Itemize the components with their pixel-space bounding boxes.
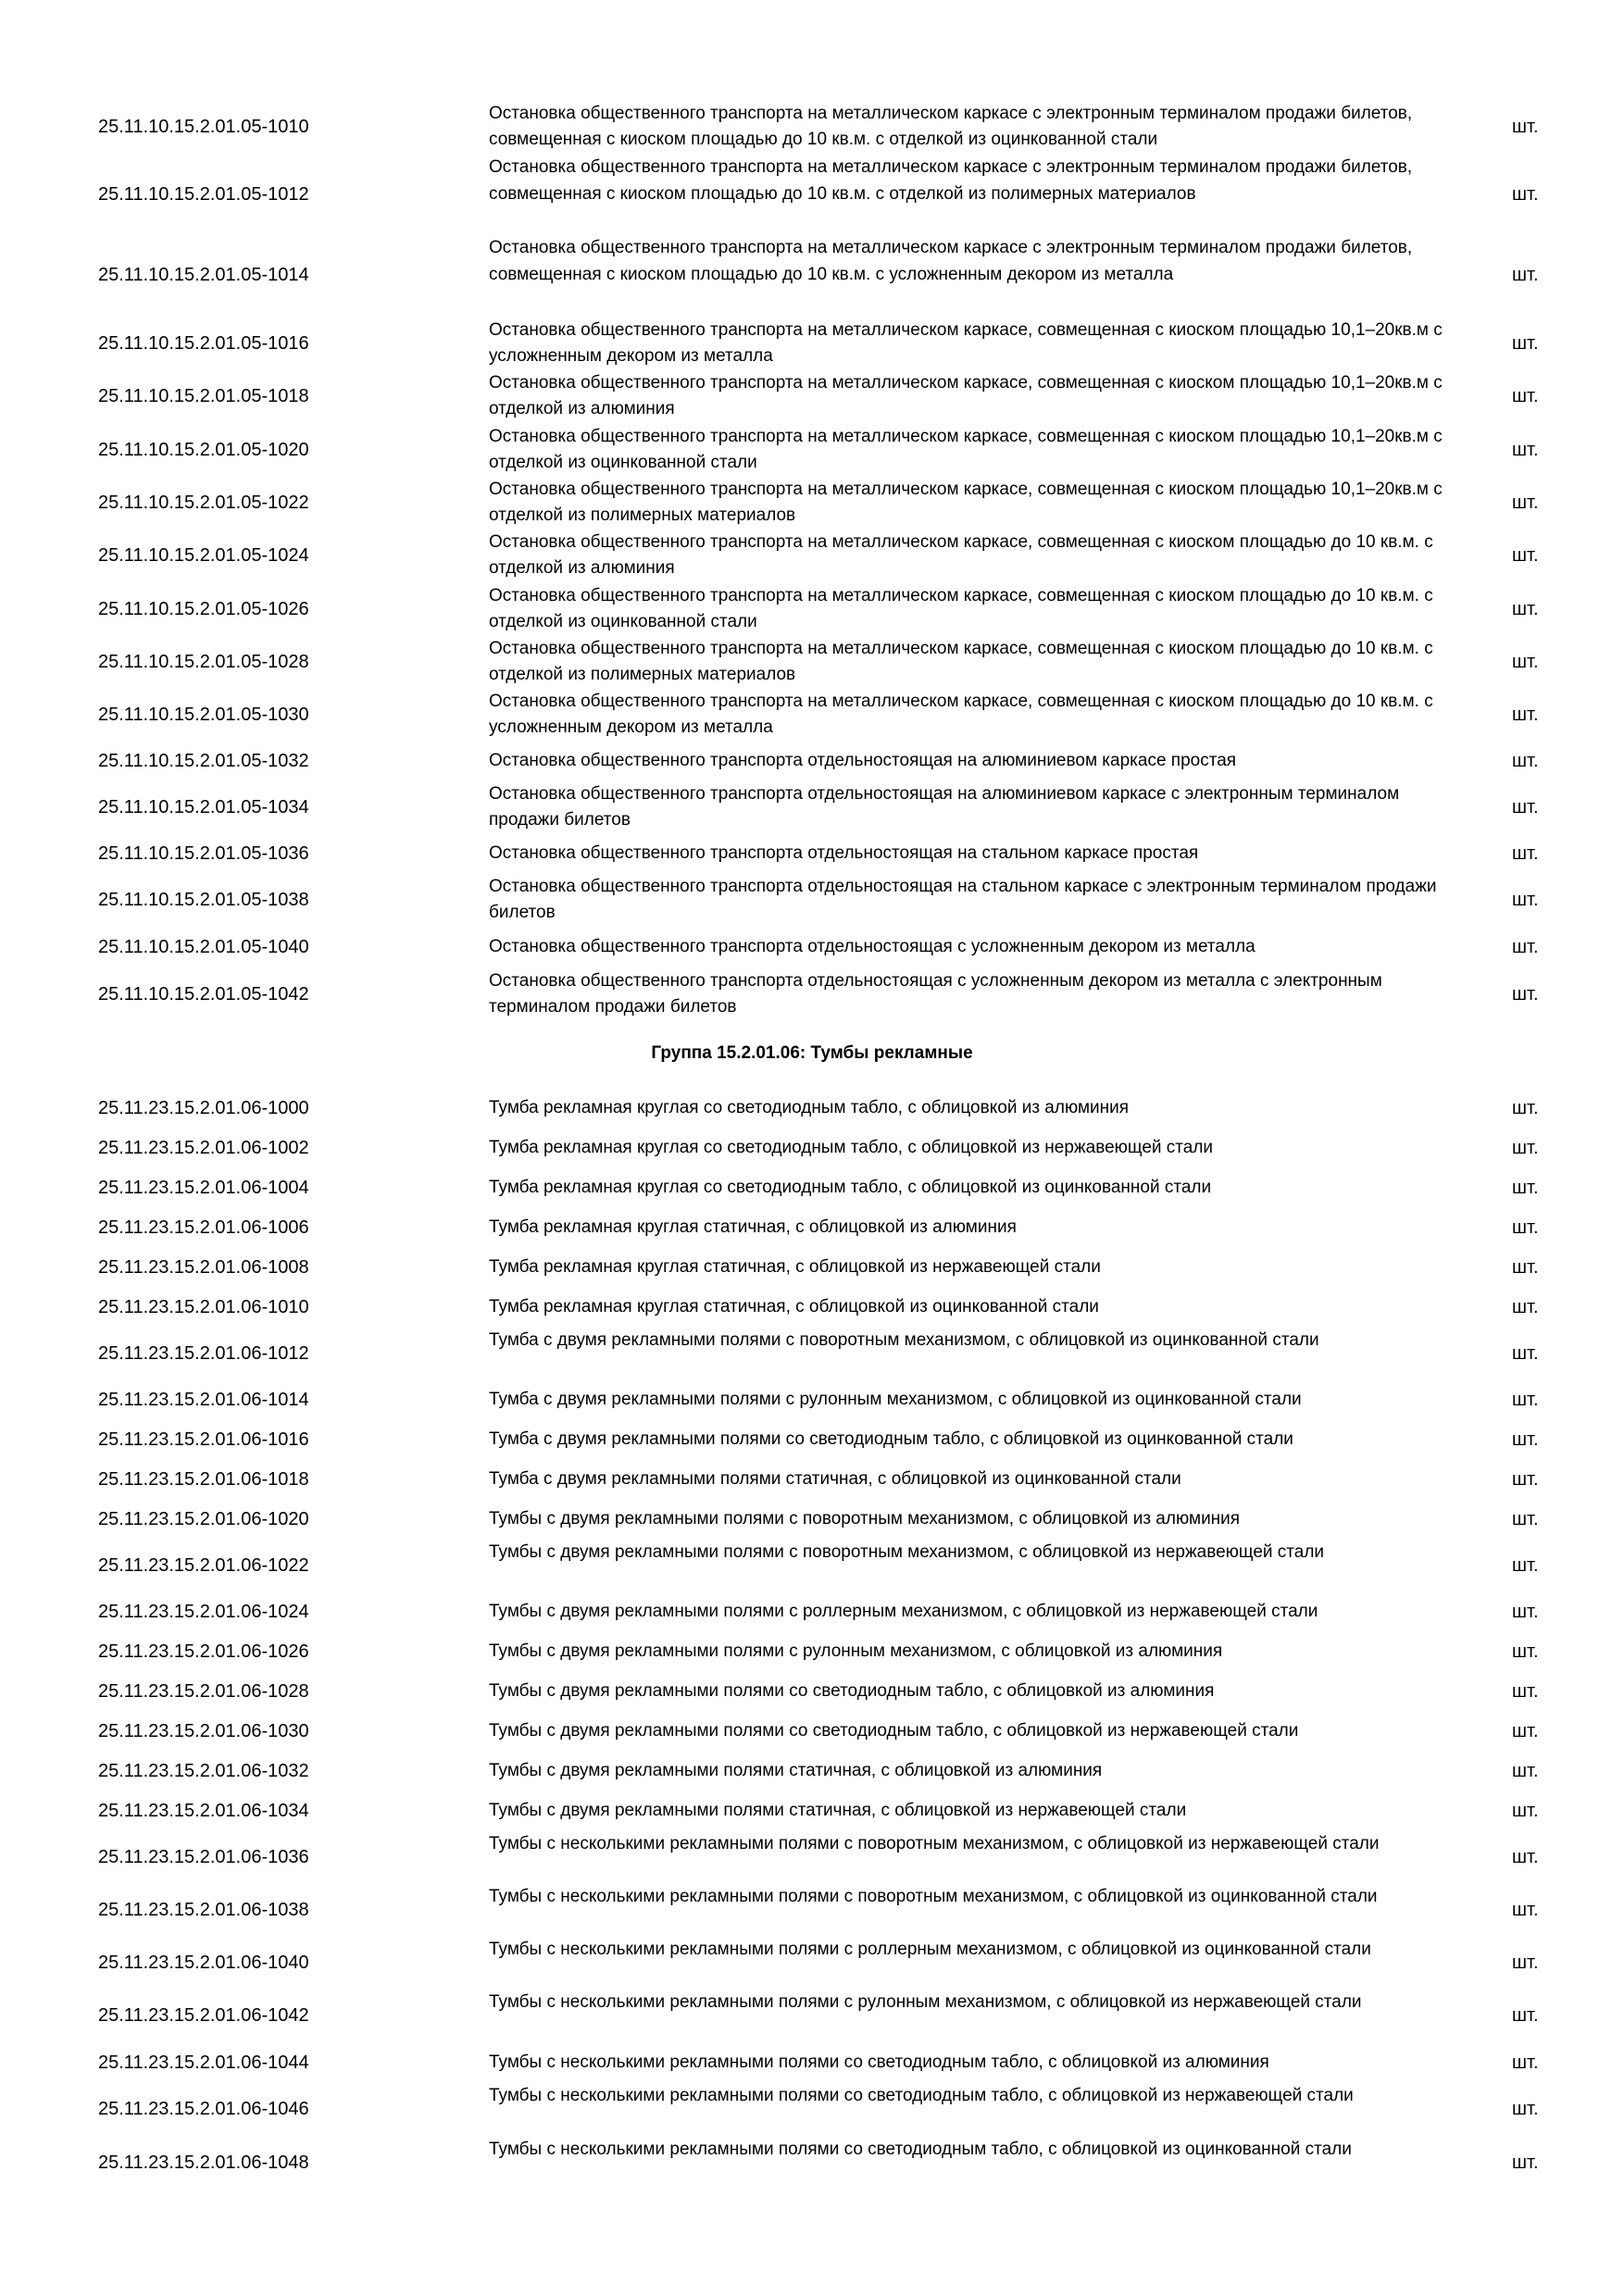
item-unit: шт.	[1512, 1602, 1539, 1622]
item-code: 25.11.10.15.2.01.05-1040	[98, 937, 309, 957]
table-row	[0, 689, 1624, 742]
item-description: Тумба рекламная круглая статичная, с облицовкой из нержавеющей стали	[489, 1256, 1101, 1277]
item-description: Тумба рекламная круглая со светодиодным табло, с облицовкой из нержавеющей стали	[489, 1137, 1214, 1157]
table-row	[0, 424, 1624, 477]
item-unit: шт.	[1512, 1761, 1539, 1781]
item-unit: шт.	[1512, 599, 1539, 619]
item-unit: шт.	[1512, 652, 1539, 672]
item-description: Тумбы с несколькими рекламными полями с поворотным механизмом, с облицовкой из оцинкованной стали	[489, 1886, 1378, 1906]
table-row	[0, 1506, 1624, 1533]
item-code: 25.11.10.15.2.01.05-1034	[98, 797, 309, 817]
item-description: Остановка общественного транспорта отдельностоящая на алюминиевом каркасе простая	[489, 750, 1237, 770]
item-unit: шт.	[1512, 1900, 1539, 1920]
table-row	[0, 101, 1624, 154]
item-description: Тумба с двумя рекламными полями со светодиодным табло, с облицовкой из оцинкованной стали	[489, 1429, 1293, 1449]
table-row	[0, 1831, 1624, 1884]
item-description: Тумбы с двумя рекламными полями со светодиодным табло, с облицовкой из нержавеющей стали	[489, 1720, 1299, 1741]
item-description: Тумба с двумя рекламными полями с рулонным механизмом, с облицовкой из оцинкованной стали	[489, 1389, 1302, 1409]
table-row	[0, 530, 1624, 582]
item-description: Тумба рекламная круглая статичная, с облицовкой из алюминия	[489, 1217, 1017, 1237]
item-code: 25.11.23.15.2.01.06-1000	[98, 1098, 309, 1118]
item-description: Тумба с двумя рекламными полями с поворотным механизмом, с облицовкой из оцинкованной стали	[489, 1329, 1319, 1350]
item-unit: шт.	[1512, 2152, 1539, 2173]
table-row	[0, 748, 1624, 775]
item-description: Тумбы с двумя рекламными полями с роллерным механизмом, с облицовкой из нержавеющей стали	[489, 1601, 1318, 1621]
table-row	[0, 968, 1624, 1021]
item-description: Тумбы с двумя рекламными полями статичная, с облицовкой из алюминия	[489, 1760, 1103, 1780]
item-code: 25.11.10.15.2.01.05-1028	[98, 652, 309, 672]
table-row	[0, 477, 1624, 530]
item-unit: шт.	[1512, 386, 1539, 406]
item-code: 25.11.10.15.2.01.05-1038	[98, 890, 309, 910]
item-code: 25.11.23.15.2.01.06-1008	[98, 1257, 309, 1278]
item-unit: шт.	[1512, 705, 1539, 725]
item-description: Тумбы с двумя рекламными полями с рулонным механизмом, с облицовкой из алюминия	[489, 1641, 1223, 1661]
item-description: Остановка общественного транспорта на металлическом каркасе с электронным терминалом продажи билетов, совмещенная с киоском площадью до 10 кв.м. с отделкой из полимерных материалов	[489, 157, 1413, 204]
group-heading: Группа 15.2.01.06: Тумбы рекламные	[651, 1043, 973, 1063]
item-description: Тумба рекламная круглая со светодиодным табло, с облицовкой из оцинкованной стали	[489, 1177, 1212, 1197]
item-description: Тумбы с двумя рекламными полями со светодиодным табло, с облицовкой из алюминия	[489, 1680, 1215, 1701]
item-description: Тумбы с двумя рекламными полями с поворотным механизмом, с облицовкой из нержавеющей стали	[489, 1541, 1325, 1562]
item-unit: шт.	[1512, 1681, 1539, 1702]
item-unit: шт.	[1512, 1641, 1539, 1662]
table-row	[0, 1540, 1624, 1592]
item-description: Тумбы с несколькими рекламными полями с поворотным механизмом, с облицовкой из нержавеющей стали	[489, 1833, 1380, 1853]
item-code: 25.11.23.15.2.01.06-1014	[98, 1390, 309, 1410]
item-description: Остановка общественного транспорта на металлическом каркасе с электронным терминалом продажи билетов, совмещенная с киоском площадью до 10 кв.м. с отделкой из оцинкованной стали	[489, 103, 1413, 149]
item-description: Остановка общественного транспорта на металлическом каркасе, совмещенная с киоском площадью 10,1–20кв.м с отделкой из оцинкованной стали	[489, 426, 1443, 472]
item-code: 25.11.23.15.2.01.06-1046	[98, 2099, 309, 2119]
item-unit: шт.	[1512, 1217, 1539, 1238]
item-unit: шт.	[1512, 184, 1539, 205]
table-row	[0, 1798, 1624, 1825]
table-row	[0, 1466, 1624, 1493]
item-description: Остановка общественного транспорта на металлическом каркасе, совмещенная с киоском площадью до 10 кв.м. с усложненным декором из металла	[489, 691, 1433, 737]
item-description: Тумбы с двумя рекламными полями с поворотным механизмом, с облицовкой из алюминия	[489, 1508, 1241, 1529]
item-code: 25.11.23.15.2.01.06-1034	[98, 1801, 309, 1821]
item-unit: шт.	[1512, 545, 1539, 566]
table-row	[0, 781, 1624, 834]
item-code: 25.11.10.15.2.01.05-1018	[98, 386, 309, 406]
table-row	[0, 1328, 1624, 1380]
item-description: Остановка общественного транспорта на металлическом каркасе, совмещенная с киоском площадью 10,1–20кв.м с усложненным декором из металла	[489, 319, 1443, 366]
item-code: 25.11.10.15.2.01.05-1010	[98, 117, 309, 137]
item-code: 25.11.10.15.2.01.05-1030	[98, 705, 309, 725]
item-code: 25.11.23.15.2.01.06-1004	[98, 1178, 309, 1198]
table-row	[0, 1294, 1624, 1321]
table-row	[0, 155, 1624, 234]
item-unit: шт.	[1512, 1429, 1539, 1450]
item-unit: шт.	[1512, 2005, 1539, 2026]
item-unit: шт.	[1512, 1953, 1539, 1973]
table-row	[0, 1215, 1624, 1242]
table-row	[0, 1990, 1624, 2042]
item-code: 25.11.10.15.2.01.05-1032	[98, 751, 309, 771]
item-unit: шт.	[1512, 984, 1539, 1004]
item-code: 25.11.23.15.2.01.06-1044	[98, 2053, 309, 2073]
item-description: Остановка общественного транспорта отдельностоящая с усложненным декором из металла с электронным терминалом продажи билетов	[489, 970, 1382, 1017]
table-row	[0, 1175, 1624, 1202]
item-code: 25.11.23.15.2.01.06-1026	[98, 1641, 309, 1662]
item-code: 25.11.10.15.2.01.05-1026	[98, 599, 309, 619]
table-row	[0, 934, 1624, 961]
item-unit: шт.	[1512, 493, 1539, 513]
item-unit: шт.	[1512, 1257, 1539, 1278]
item-code: 25.11.23.15.2.01.06-1010	[98, 1297, 309, 1317]
table-row	[0, 1678, 1624, 1705]
item-unit: шт.	[1512, 1297, 1539, 1317]
table-row	[0, 1718, 1624, 1745]
item-description: Тумбы с двумя рекламными полями статичная, с облицовкой из нержавеющей стали	[489, 1800, 1187, 1820]
item-unit: шт.	[1512, 440, 1539, 460]
item-description: Тумбы с несколькими рекламными полями со светодиодным табло, с облицовкой из нержавеющей стали	[489, 2085, 1354, 2105]
item-unit: шт.	[1512, 1343, 1539, 1364]
item-unit: шт.	[1512, 1555, 1539, 1576]
table-row	[0, 1095, 1624, 1122]
item-code: 25.11.23.15.2.01.06-1024	[98, 1602, 309, 1622]
table-row	[0, 2137, 1624, 2190]
item-code: 25.11.23.15.2.01.06-1040	[98, 1953, 309, 1973]
item-description: Остановка общественного транспорта на металлическом каркасе, совмещенная с киоском площадью 10,1–20кв.м с отделкой из алюминия	[489, 372, 1443, 418]
item-description: Остановка общественного транспорта на металлическом каркасе, совмещенная с киоском площадью до 10 кв.м. с отделкой из алюминия	[489, 531, 1433, 578]
table-row	[0, 636, 1624, 689]
item-unit: шт.	[1512, 1390, 1539, 1410]
item-unit: шт.	[1512, 1469, 1539, 1490]
item-description: Остановка общественного транспорта на металлическом каркасе с электронным терминалом продажи билетов, совмещенная с киоском площадью до 10 кв.м. с усложненным декором из металла	[489, 238, 1413, 284]
item-unit: шт.	[1512, 751, 1539, 771]
item-code: 25.11.10.15.2.01.05-1016	[98, 333, 309, 354]
table-row	[0, 318, 1624, 370]
table-row	[0, 1135, 1624, 1162]
item-description: Остановка общественного транспорта отдельностоящая с усложненным декором из металла	[489, 936, 1255, 956]
item-description: Остановка общественного транспорта отдельностоящая на стальном каркасе с электронным терминалом продажи билетов	[489, 876, 1437, 922]
item-description: Тумбы с несколькими рекламными полями со светодиодным табло, с облицовкой из оцинкованной стали	[489, 2139, 1352, 2159]
item-code: 25.11.23.15.2.01.06-1038	[98, 1900, 309, 1920]
item-description: Остановка общественного транспорта на металлическом каркасе, совмещенная с киоском площадью до 10 кв.м. с отделкой из оцинкованной стали	[489, 585, 1433, 631]
table-row	[0, 2050, 1624, 2077]
table-row	[0, 370, 1624, 423]
item-code: 25.11.10.15.2.01.05-1012	[98, 184, 309, 205]
item-code: 25.11.23.15.2.01.06-1018	[98, 1469, 309, 1490]
table-row	[0, 841, 1624, 867]
item-unit: шт.	[1512, 265, 1539, 285]
item-code: 25.11.23.15.2.01.06-1032	[98, 1761, 309, 1781]
item-description: Тумба с двумя рекламными полями статичная, с облицовкой из оцинкованной стали	[489, 1468, 1181, 1489]
item-description: Остановка общественного транспорта отдельностоящая на стальном каркасе простая	[489, 842, 1199, 863]
item-unit: шт.	[1512, 1801, 1539, 1821]
item-description: Тумбы с несколькими рекламными полями с роллерным механизмом, с облицовкой из оцинкованной стали	[489, 1939, 1371, 1959]
table-row	[0, 1639, 1624, 1666]
item-code: 25.11.10.15.2.01.05-1036	[98, 843, 309, 864]
item-code: 25.11.23.15.2.01.06-1030	[98, 1721, 309, 1741]
table-row	[0, 1758, 1624, 1785]
item-code: 25.11.23.15.2.01.06-1022	[98, 1555, 309, 1576]
table-row	[0, 1254, 1624, 1281]
table-row	[0, 874, 1624, 927]
item-description: Тумба рекламная круглая со светодиодным табло, с облицовкой из алюминия	[489, 1097, 1130, 1117]
item-code: 25.11.23.15.2.01.06-1012	[98, 1343, 309, 1364]
item-code: 25.11.23.15.2.01.06-1028	[98, 1681, 309, 1702]
item-description: Остановка общественного транспорта на металлическом каркасе, совмещенная с киоском площадью до 10 кв.м. с отделкой из полимерных материалов	[489, 638, 1433, 684]
table-row	[0, 1884, 1624, 1937]
item-unit: шт.	[1512, 2099, 1539, 2119]
item-unit: шт.	[1512, 333, 1539, 354]
item-code: 25.11.23.15.2.01.06-1020	[98, 1509, 309, 1529]
item-unit: шт.	[1512, 797, 1539, 817]
table-row	[0, 235, 1624, 315]
item-code: 25.11.10.15.2.01.05-1024	[98, 545, 309, 566]
item-code: 25.11.23.15.2.01.06-1042	[98, 2005, 309, 2026]
item-code: 25.11.23.15.2.01.06-1002	[98, 1138, 309, 1158]
item-code: 25.11.23.15.2.01.06-1016	[98, 1429, 309, 1450]
item-description: Остановка общественного транспорта отдельностоящая на алюминиевом каркасе с электронным терминалом продажи билетов	[489, 783, 1400, 830]
item-unit: шт.	[1512, 1721, 1539, 1741]
item-code: 25.11.10.15.2.01.05-1014	[98, 265, 309, 285]
item-code: 25.11.23.15.2.01.06-1006	[98, 1217, 309, 1238]
item-unit: шт.	[1512, 890, 1539, 910]
item-unit: шт.	[1512, 1138, 1539, 1158]
item-unit: шт.	[1512, 117, 1539, 137]
table-row	[0, 1427, 1624, 1454]
table-row	[0, 1387, 1624, 1414]
item-description: Тумба рекламная круглая статичная, с облицовкой из оцинкованной стали	[489, 1296, 1099, 1316]
table-row	[0, 1599, 1624, 1626]
item-unit: шт.	[1512, 937, 1539, 957]
item-code: 25.11.10.15.2.01.05-1042	[98, 984, 309, 1004]
item-description: Остановка общественного транспорта на металлическом каркасе, совмещенная с киоском площадью 10,1–20кв.м с отделкой из полимерных материалов	[489, 479, 1443, 525]
item-unit: шт.	[1512, 2053, 1539, 2073]
item-unit: шт.	[1512, 843, 1539, 864]
item-unit: шт.	[1512, 1847, 1539, 1867]
item-description: Тумбы с несколькими рекламными полями со светодиодным табло, с облицовкой из алюминия	[489, 2052, 1269, 2072]
item-description: Тумбы с несколькими рекламными полями с рулонным механизмом, с облицовкой из нержавеющей стали	[489, 1991, 1362, 2012]
item-code: 25.11.10.15.2.01.05-1020	[98, 440, 309, 460]
table-row	[0, 1937, 1624, 1990]
table-row	[0, 583, 1624, 636]
item-unit: шт.	[1512, 1509, 1539, 1529]
item-code: 25.11.23.15.2.01.06-1036	[98, 1847, 309, 1867]
table-row	[0, 2083, 1624, 2136]
item-unit: шт.	[1512, 1178, 1539, 1198]
item-code: 25.11.10.15.2.01.05-1022	[98, 493, 309, 513]
item-code: 25.11.23.15.2.01.06-1048	[98, 2152, 309, 2173]
item-unit: шт.	[1512, 1098, 1539, 1118]
